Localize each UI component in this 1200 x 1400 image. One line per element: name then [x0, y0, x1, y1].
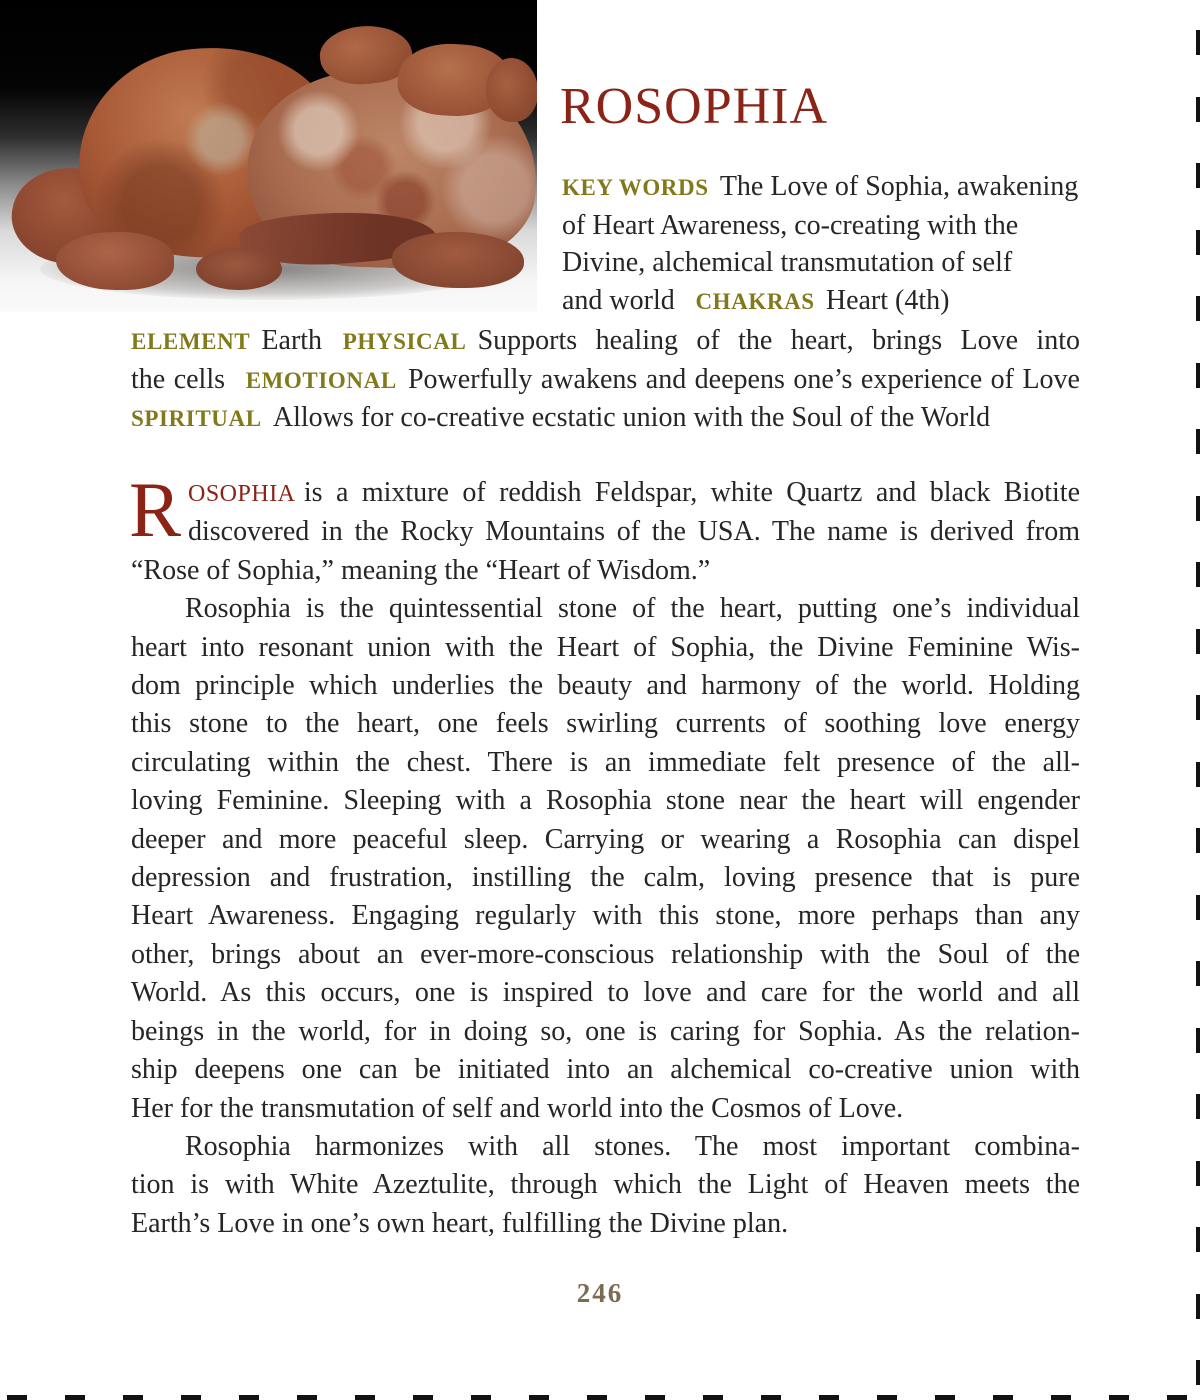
page-edge-tick-right	[1196, 961, 1200, 986]
body-line: dom principle which underlies the beauty and harmony of the world. Holding	[131, 670, 1080, 702]
rock-shape	[56, 232, 174, 290]
page-edge-tick-bottom	[181, 1395, 201, 1400]
page-edge-tick-bottom	[587, 1395, 607, 1400]
body-line: Earth’s Love in one’s own heart, fulfilling the Divine plan.	[131, 1207, 789, 1239]
body-line: other, brings about an ever-more-conscious relationship with the Soul of the	[131, 938, 1080, 970]
body-line: Her for the transmutation of self and world into the Cosmos of Love.	[131, 1092, 904, 1124]
text-run: Supports healing of the heart, brings Love into	[477, 325, 1080, 356]
attribute-label: EMOTIONAL	[245, 367, 397, 393]
attribute-label: ELEMENT	[131, 329, 251, 354]
body-line: ship deepens one can be initiated into an alchemical co-creative union with	[131, 1054, 1080, 1086]
text-run: of Heart Awareness, co-creating with the	[562, 209, 1019, 241]
page-number: 246	[576, 1278, 624, 1308]
drop-cap: R	[129, 466, 182, 553]
page-edge-tick-bottom	[297, 1395, 317, 1400]
attribute-line	[131, 322, 1080, 361]
page-edge-tick-bottom	[413, 1395, 433, 1400]
page-edge-tick-right	[1196, 1294, 1200, 1319]
page-edge-tick-right	[1196, 1161, 1200, 1186]
page-edge-tick-right	[1196, 562, 1200, 587]
attributes-block	[131, 322, 1080, 438]
text-run: “Rose of Sophia,” meaning the “Heart of Wisdom.”	[131, 554, 711, 586]
attribute-label: SPIRITUAL	[131, 406, 262, 431]
attribute-label: KEY WORDS	[562, 175, 709, 200]
body-text	[129, 466, 1080, 1243]
text-run: is a mixture of reddish Feldspar, white Quartz and black Biotite	[303, 477, 1080, 508]
body-line: this stone to the heart, one feels swirling currents of soothing love energy	[131, 708, 1080, 740]
rock-shape	[486, 58, 537, 122]
body-line	[131, 552, 1080, 590]
body-line: circulating within the chest. There is an immediate felt presence of the all-	[131, 746, 1080, 778]
text-run: Earth	[261, 325, 323, 356]
body-line: loving Feminine. Sleeping with a Rosophia stone near the heart will engender	[131, 785, 1080, 817]
page-edge-tick-right	[1196, 1028, 1200, 1053]
attribute-line	[131, 399, 1080, 438]
page-edge-tick-bottom	[761, 1395, 781, 1400]
text-run: Divine, alchemical transmutation of self	[562, 247, 1013, 278]
keywords-line	[562, 244, 1092, 282]
page-edge-tick-bottom	[877, 1395, 897, 1400]
page-edge-tick-bottom	[123, 1395, 143, 1400]
page-edge-tick-right	[1196, 895, 1200, 920]
body-line: Rosophia harmonizes with all stones. The most important combina-	[185, 1130, 1080, 1162]
page-edge-tick-bottom	[645, 1395, 665, 1400]
page-edge-tick-right	[1196, 296, 1200, 321]
page-edge-tick-bottom	[65, 1395, 85, 1400]
page-edge-tick-right	[1196, 1094, 1200, 1119]
page-edge-tick-right	[1196, 429, 1200, 454]
text-run: discovered in the Rocky Mountains of the USA. The name is derived from	[188, 516, 1080, 548]
body-paragraph	[129, 466, 1080, 590]
page-edge-tick-bottom	[703, 1395, 723, 1400]
text-run: Powerfully awakens and deepens one’s experience of Love	[407, 363, 1080, 395]
page-edge-tick-bottom	[935, 1395, 955, 1400]
page-edge-tick-bottom	[1051, 1395, 1071, 1400]
page-edge-tick-bottom	[1109, 1395, 1129, 1400]
keywords-block	[562, 168, 1092, 320]
attribute-label: PHYSICAL	[342, 329, 467, 354]
text-run: Allows for co-creative ecstatic union with the Soul of the World	[272, 402, 991, 433]
page-edge-tick-right	[1196, 629, 1200, 654]
keywords-line	[562, 207, 1092, 245]
rock-shape	[196, 248, 282, 290]
body-line	[188, 513, 1080, 551]
page-edge-tick-right	[1196, 230, 1200, 255]
page-edge-tick-bottom	[1167, 1395, 1187, 1400]
body-paragraph	[131, 590, 1080, 1128]
page-edge-tick-right	[1196, 1227, 1200, 1252]
body-line: depression and frustration, instilling the calm, loving presence that is pure	[131, 862, 1080, 894]
page-edge-tick-bottom	[993, 1395, 1013, 1400]
page-edge-tick-bottom	[355, 1395, 375, 1400]
page-edge-tick-bottom	[7, 1395, 27, 1400]
body-line	[188, 474, 1080, 513]
rock-shape	[392, 232, 524, 288]
keywords-line	[562, 282, 1092, 321]
page-edge-tick-right	[1196, 363, 1200, 388]
page-edge-tick-right	[1196, 163, 1200, 188]
page-edge-tick-right	[1196, 97, 1200, 122]
body-line: deeper and more peaceful sleep. Carrying or wearing a Rosophia can dispel	[131, 823, 1080, 855]
page-edge-tick-right	[1196, 762, 1200, 787]
page-edge-tick-right	[1196, 695, 1200, 720]
page-edge-tick-right	[1196, 496, 1200, 521]
body-line: Rosophia is the quintessential stone of the heart, putting one’s individual	[185, 593, 1080, 625]
page-edge-tick-right	[1196, 30, 1200, 55]
body-paragraph	[131, 1128, 1080, 1243]
stone-photo	[0, 0, 537, 312]
body-line: beings in the world, for in doing so, one is caring for Sophia. As the relation-	[131, 1015, 1080, 1047]
keywords-line	[562, 168, 1092, 207]
page-edge-tick-bottom	[239, 1395, 259, 1400]
page-edge-tick-right	[1196, 1360, 1200, 1385]
page-edge-tick-bottom	[471, 1395, 491, 1400]
page-edge-tick-bottom	[819, 1395, 839, 1400]
body-line: World. As this occurs, one is inspired to love and care for the world and all	[131, 977, 1080, 1009]
page-edge-tick-bottom	[529, 1395, 549, 1400]
text-run: Heart (4th)	[825, 284, 950, 316]
lead-smallcaps: OSOPHIA	[188, 481, 296, 507]
attribute-line	[131, 361, 1080, 400]
page-title: ROSOPHIA	[560, 78, 829, 135]
text-run: and world	[562, 284, 675, 316]
body-line: heart into resonant union with the Heart of Sophia, the Divine Feminine Wis-	[131, 631, 1080, 663]
text-run: the cells	[131, 363, 225, 395]
attribute-label: CHAKRAS	[695, 288, 815, 314]
body-line: Heart Awareness. Engaging regularly with this stone, more perhaps than any	[131, 900, 1080, 932]
page-edge-tick-right	[1196, 828, 1200, 853]
text-run: The Love of Sophia, awakening	[719, 171, 1079, 202]
body-line: tion is with White Azeztulite, through which the Light of Heaven meets the	[131, 1169, 1080, 1201]
